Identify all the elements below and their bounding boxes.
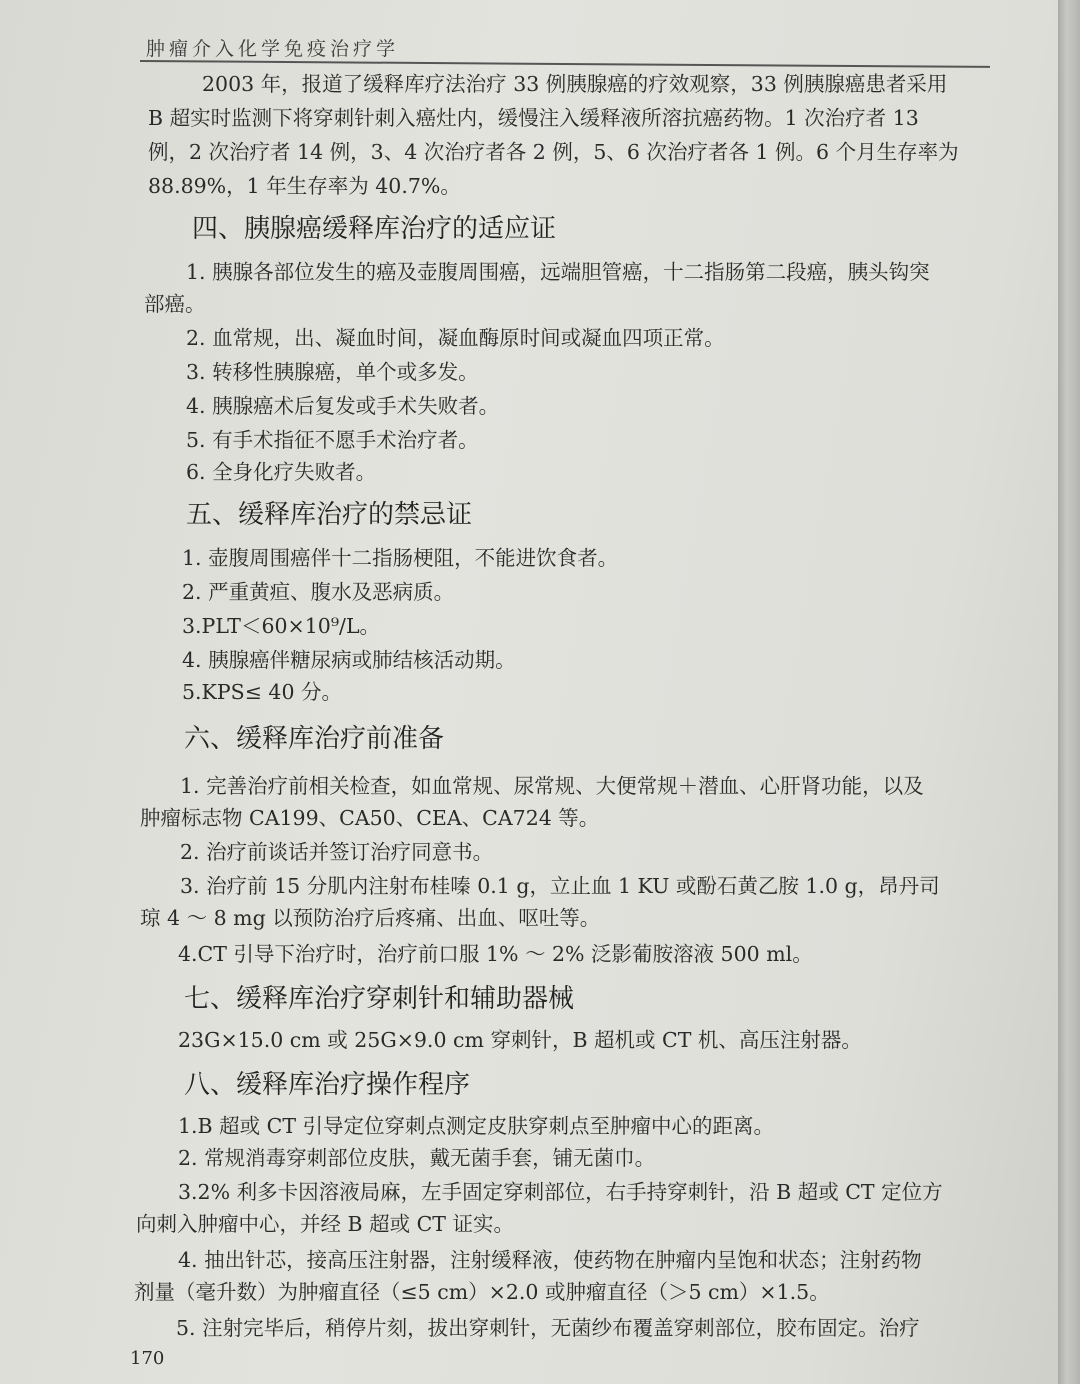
page-edge <box>1058 0 1080 1384</box>
list-item: 5. 注射完毕后，稍停片刻，拔出穿刺针，无菌纱布覆盖穿刺部位，胶布固定。治疗 <box>176 1316 920 1340</box>
list-item: 2. 严重黄疸、腹水及恶病质。 <box>182 580 455 604</box>
list-item: 3.2% 利多卡因溶液局麻，左手固定穿刺部位，右手持穿刺针，沿 B 超或 CT 定位方 <box>178 1180 943 1204</box>
list-item: 4. 胰腺癌术后复发或手术失败者。 <box>186 394 500 418</box>
list-item: 2. 常规消毒穿刺部位皮肤，戴无菌手套，铺无菌巾。 <box>178 1146 656 1170</box>
running-header: 肿瘤介入化学免疫治疗学 <box>146 38 400 60</box>
list-item: 4. 抽出针芯，接高压注射器，注射缓释液，使药物在肿瘤内呈饱和状态；注射药物 <box>178 1248 922 1272</box>
list-item: 6. 全身化疗失败者。 <box>186 460 377 484</box>
intro-line: 2003 年，报道了缓释库疗法治疗 33 例胰腺癌的疗效观察，33 例胰腺癌患者采用 <box>202 72 948 96</box>
intro-line: 例，2 次治疗者 14 例，3、4 次治疗者各 2 例，5、6 次治疗者各 1 例。6 个月生存率为 <box>148 140 959 164</box>
section-heading-indications: 四、胰腺癌缓释库治疗的适应证 <box>192 214 557 244</box>
header-rule <box>140 60 990 68</box>
list-item: 3.PLT＜60×10⁹/L。 <box>182 614 381 638</box>
section-heading-preparation: 六、缓释库治疗前准备 <box>184 724 445 754</box>
list-item: 向刺入肿瘤中心，并经 B 超或 CT 证实。 <box>136 1212 514 1236</box>
section-heading-procedure: 八、缓释库治疗操作程序 <box>184 1070 471 1100</box>
list-item: 1. 胰腺各部位发生的癌及壶腹周围癌，远端胆管癌，十二指肠第二段癌，胰头钩突 <box>186 260 930 284</box>
list-item: 3. 治疗前 15 分肌内注射布桂嗪 0.1 g，立止血 1 KU 或酚石黄乙胺 1.0 g，昂丹司 <box>180 874 940 898</box>
intro-line: B 超实时监测下将穿刺针刺入癌灶内，缓慢注入缓释液所溶抗癌药物。1 次治疗者 13 <box>148 106 919 130</box>
list-item: 琼 4 ～ 8 mg 以预防治疗后疼痛、出血、呕吐等。 <box>140 906 601 930</box>
list-item: 4.CT 引导下治疗时，治疗前口服 1% ～ 2% 泛影葡胺溶液 500 ml。 <box>178 942 813 966</box>
list-item: 1.B 超或 CT 引导定位穿刺点测定皮肤穿刺点至肿瘤中心的距离。 <box>178 1114 775 1138</box>
list-item: 肿瘤标志物 CA199、CA50、CEA、CA724 等。 <box>140 806 600 830</box>
intro-line: 88.89%，1 年生存率为 40.7%。 <box>148 174 461 198</box>
list-item: 1. 壶腹周围癌伴十二指肠梗阻，不能进饮食者。 <box>182 546 619 570</box>
list-item: 3. 转移性胰腺癌，单个或多发。 <box>186 360 479 384</box>
list-item: 部癌。 <box>144 292 206 316</box>
list-item: 5. 有手术指征不愿手术治疗者。 <box>186 428 479 452</box>
section-heading-contraindications: 五、缓释库治疗的禁忌证 <box>186 500 473 530</box>
list-item: 5.KPS≤ 40 分。 <box>182 680 343 704</box>
section-heading-instruments: 七、缓释库治疗穿刺针和辅助器械 <box>184 984 575 1014</box>
page-number: 170 <box>130 1348 165 1369</box>
list-item: 4. 胰腺癌伴糖尿病或肺结核活动期。 <box>182 648 516 672</box>
list-item: 1. 完善治疗前相关检查，如血常规、尿常规、大便常规＋潜血、心肝肾功能，以及 <box>180 774 924 798</box>
list-item: 23G×15.0 cm 或 25G×9.0 cm 穿刺针，B 超机或 CT 机、高压注射器。 <box>178 1028 862 1052</box>
list-item: 2. 治疗前谈话并签订治疗同意书。 <box>180 840 494 864</box>
list-item: 2. 血常规，出、凝血时间，凝血酶原时间或凝血四项正常。 <box>186 326 725 350</box>
list-item: 剂量（毫升数）为肿瘤直径（≤5 cm）×2.0 或肿瘤直径（＞5 cm）×1.5。 <box>134 1280 830 1304</box>
